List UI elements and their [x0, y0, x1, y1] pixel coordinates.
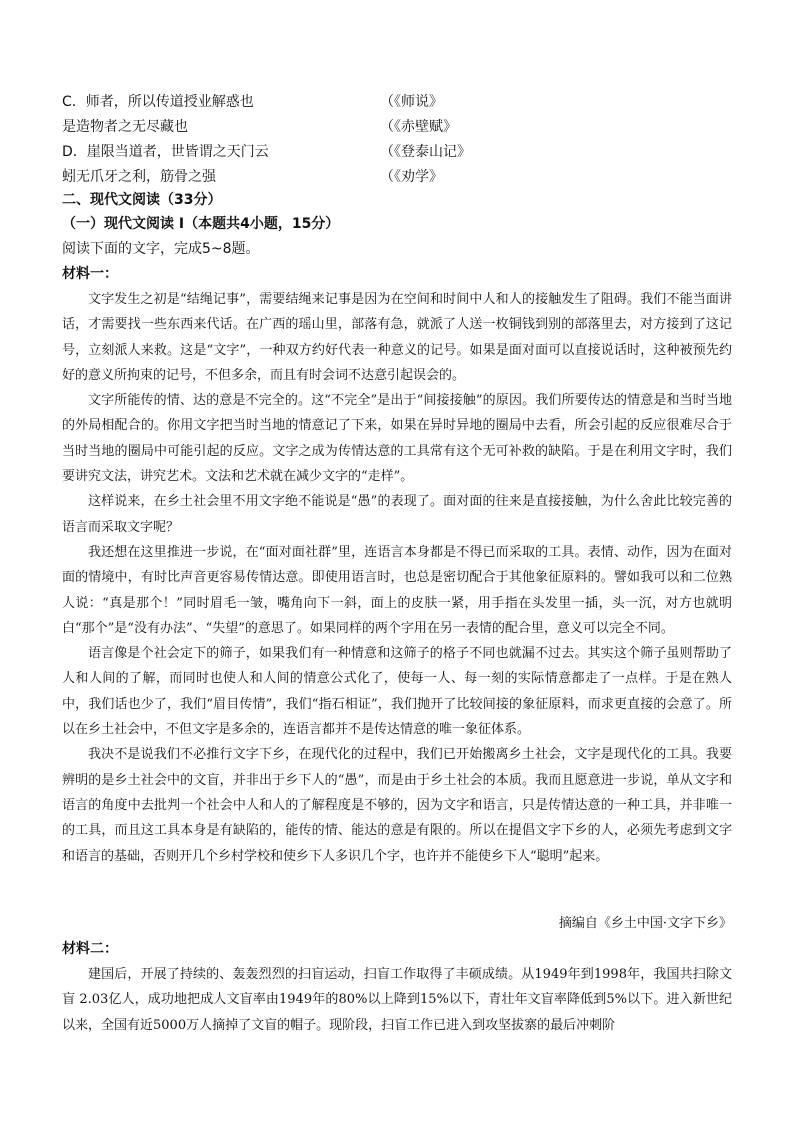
material-2-body: [62, 962, 732, 1038]
option-row: [62, 139, 732, 165]
subsection-title: （一）现代文阅读 I（本题共4小题，15分）: [62, 216, 340, 232]
option-row: [62, 89, 732, 115]
option-source: （《师说》: [380, 94, 443, 110]
option-source: （《劝学》: [380, 169, 443, 185]
option-row: [62, 114, 732, 140]
material-1-title: 材料一：: [62, 266, 118, 282]
material-2-paragraph: 建国后，开展了持续的、轰轰烈烈的扫盲运动，扫盲工作取得了丰硕成绩。从1949年到1998年，我国共扫除文盲 2.03亿人，成功地把成人文盲率由1949年的80%以上降到15%以下，青壮年文盲率降低到5%以下。进入新世纪以来，全国有近5000万人摘掉了文盲的帽子。现阶段，扫盲工作已进入到攻坚拔寨的最后冲刺阶: [62, 967, 732, 1033]
material-1-paragraph: 我决不是说我们不必推行文字下乡，在现代化的过程中，我们已开始搬离乡土社会，文字是现代化的工具。我要辨明的是乡土社会中的文盲，并非出于乡下人的“愚”，而是由于乡土社会的本质。我而且愿意进一步说，单从文字和语言的角度中去批判一个社会中人和人的了解程度是不够的，因为文字和语言，只是传情达意的一种工具，并非唯一的工具，而且这工具本身是有缺陷的，能传的情、能达的意是有限的。所以在提倡文字下乡的人，必须先考虑到文字和语言的基础，否则开几个乡村学校和使乡下人多识几个字，也许并不能使乡下人“聪明”起来。: [62, 747, 732, 864]
section-title: 二、现代文阅读（33分）: [62, 192, 222, 208]
option-row: [62, 164, 732, 190]
material-1-source: 摘编自《乡土中国·文字下乡》: [558, 916, 732, 931]
material-1-paragraph: 这样说来，在乡土社会里不用文字绝不能说是“愚”的表现了。面对面的往来是直接接触，为什么舍此比较完善的语言而采取文字呢？: [62, 494, 732, 535]
option-text: C．师者，所以传道授业解惑也: [62, 94, 254, 110]
option-source: （《赤壁赋》: [380, 119, 457, 135]
material-1-paragraph: 我还想在这里推进一步说，在“面对面社群”里，连语言本身都是不得已而采取的工具。表情、动作，因为在面对面的情境中，有时比声音更容易传情达意。即使用语言时，也总是密切配合于其他象征原料的。譬如我可以和二位熟人说：“真是那个！”同时眉毛一皱，嘴角向下一斜，面上的皮肤一紧，用手指在头发里一插，头一沉，对方也就明白“那个”是“没有办法”、“失望”的意思了。如果同样的两个字用在另一表情的配合里，意义可以完全不同。: [62, 544, 732, 636]
material-1-paragraph: 文字所能传的情、达的意是不完全的。这“不完全”是出于“间接接触”的原因。我们所要传达的情意是和当时当地的外局相配合的。你用文字把当时当地的情意记了下来，如果在异时异地的圈局中去看，所会引起的反应很难尽合于当时当地的圈局中可能引起的反应。文字之成为传情达意的工具常有这个无可补救的缺陷。于是在利用文字时，我们要讲究文法，讲究艺术。文法和艺术就在减少文字的“走样”。: [62, 393, 732, 485]
option-text: 是造物者之无尽藏也: [62, 119, 188, 135]
option-text: 蚓无爪牙之利，筋骨之强: [62, 169, 216, 185]
option-text: D．崖限当道者，世皆谓之天门云: [62, 144, 269, 160]
material-1-paragraph: 语言像是个社会定下的筛子，如果我们有一种情意和这筛子的格子不同也就漏不过去。其实这个筛子虽则帮助了人和人间的了解，而同时也使人和人间的情意公式化了，使每一人、每一刻的实际情意都走了一点样。于是在熟人中，我们话也少了，我们“眉目传情”，我们“指石相证”，我们抛开了比较间接的象征原料，而求更直接的会意了。所以在乡土社会中，不但文字是多余的，连语言都并不是传达情意的唯一象征体系。: [62, 646, 732, 738]
material-2-title: 材料二：: [62, 941, 118, 957]
option-source: （《登泰山记》: [380, 144, 471, 160]
material-1-paragraph: 文字发生之初是“结绳记事”，需要结绳来记事是因为在空间和时间中人和人的接触发生了阻碍。我们不能当面讲话，才需要找一些东西来代话。在广西的瑶山里，部落有急，就派了人送一枚铜钱到别的部落里去，对方接到了这记号，立刻派人来救。这是“文字”，一种双方约好代表一种意义的记号。如果是面对面可以直接说话时，这种被预先约好的意义所拘束的记号，不但多余，而且有时会词不达意引起误会的。: [62, 292, 732, 383]
instruction-text: 阅读下面的文字，完成5~8题。: [62, 241, 260, 257]
material-1-body: [62, 287, 732, 869]
